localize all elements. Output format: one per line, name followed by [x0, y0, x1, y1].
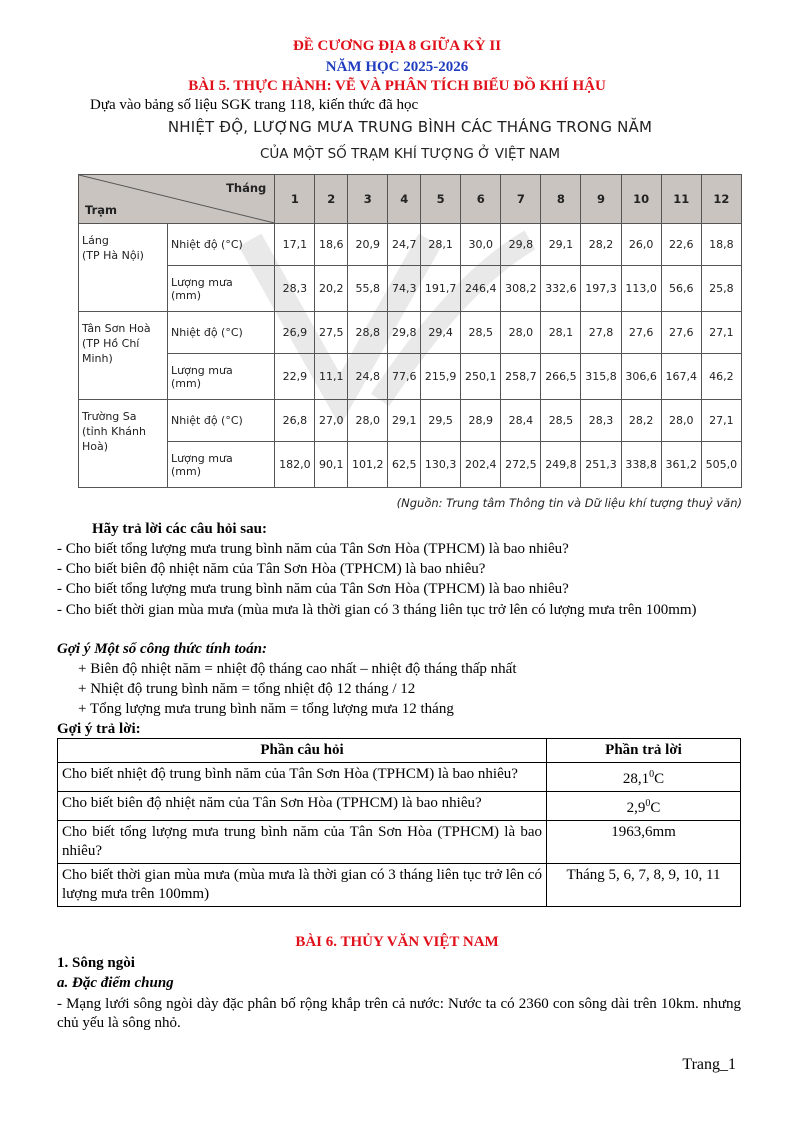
temperature-value: 24,7 — [388, 224, 421, 266]
rainfall-value: 74,3 — [388, 266, 421, 312]
question-item-1: - Cho biết tổng lượng mưa trung bình năm của Tân Sơn Hòa (TPHCM) là bao nhiêu? — [57, 541, 569, 557]
month-header: 9 — [581, 175, 621, 224]
temperature-value: 28,4 — [501, 400, 541, 442]
rainfall-value: 62,5 — [388, 442, 421, 488]
temperature-value: 27,0 — [315, 400, 348, 442]
corner-cell — [79, 175, 275, 224]
temperature-value: 18,8 — [701, 224, 741, 266]
intro-text: Dựa vào bảng số liệu SGK trang 118, kiến thức đã học — [90, 97, 419, 113]
rainfall-value: 197,3 — [581, 266, 621, 312]
table-row — [58, 792, 741, 821]
answer-question-1: Cho biết nhiệt độ trung bình năm của Tân Sơn Hòa (TPHCM) là bao nhiêu? — [58, 763, 547, 792]
temperature-value: 28,1 — [421, 224, 461, 266]
temperature-value: 28,8 — [348, 312, 388, 354]
answer-value-4: Tháng 5, 6, 7, 8, 9, 10, 11 — [547, 864, 741, 907]
temperature-value: 27,6 — [621, 312, 661, 354]
month-header: 1 — [275, 175, 315, 224]
rainfall-value: 251,3 — [581, 442, 621, 488]
rainfall-value: 258,7 — [501, 354, 541, 400]
temperature-label: Nhiệt độ (°C) — [168, 312, 275, 354]
rainfall-value: 11,1 — [315, 354, 348, 400]
lesson-6-title: BÀI 6. THỦY VĂN VIỆT NAM — [295, 934, 499, 950]
month-header: 6 — [461, 175, 501, 224]
table-row — [79, 354, 742, 400]
temperature-value: 30,0 — [461, 224, 501, 266]
temperature-value: 26,9 — [275, 312, 315, 354]
month-header: 3 — [348, 175, 388, 224]
rainfall-value: 113,0 — [621, 266, 661, 312]
rainfall-value: 338,8 — [621, 442, 661, 488]
rainfall-value: 28,3 — [275, 266, 315, 312]
question-item-3: - Cho biết tổng lượng mưa trung bình năm của Tân Sơn Hòa (TPHCM) là bao nhiêu? — [57, 581, 569, 597]
rainfall-value: 272,5 — [501, 442, 541, 488]
rainfall-value: 24,8 — [348, 354, 388, 400]
temperature-value: 28,2 — [621, 400, 661, 442]
temperature-value: 29,8 — [388, 312, 421, 354]
rainfall-label: Lượng mưa (mm) — [168, 354, 275, 400]
rainfall-value: 249,8 — [541, 442, 581, 488]
table-row — [58, 763, 741, 792]
temperature-value: 26,8 — [275, 400, 315, 442]
rainfall-value: 22,9 — [275, 354, 315, 400]
rainfall-value: 167,4 — [661, 354, 701, 400]
temperature-value: 27,1 — [701, 400, 741, 442]
temperature-value: 29,1 — [541, 224, 581, 266]
temperature-value: 29,4 — [421, 312, 461, 354]
school-year: NĂM HỌC 2025-2026 — [325, 59, 469, 75]
lesson-5-title: BÀI 5. THỰC HÀNH: VẼ VÀ PHÂN TÍCH BIỂU ĐỒ KHÍ HẬU — [188, 78, 606, 94]
temperature-label: Nhiệt độ (°C) — [168, 400, 275, 442]
answer-value-3: 1963,6mm — [547, 821, 741, 864]
temperature-value: 20,9 — [348, 224, 388, 266]
temperature-value: 28,3 — [581, 400, 621, 442]
rainfall-value: 77,6 — [388, 354, 421, 400]
rainfall-value: 505,0 — [701, 442, 741, 488]
month-header: 2 — [315, 175, 348, 224]
month-header: 12 — [701, 175, 741, 224]
temperature-value: 27,1 — [701, 312, 741, 354]
table-row — [79, 266, 742, 312]
document-title: ĐỀ CƯƠNG ĐỊA 8 GIỮA KỲ II — [292, 38, 502, 54]
rainfall-value: 250,1 — [461, 354, 501, 400]
answers-heading: Gợi ý trả lời: — [57, 721, 141, 737]
temperature-value: 22,6 — [661, 224, 701, 266]
rainfall-value: 306,6 — [621, 354, 661, 400]
temperature-value: 28,2 — [581, 224, 621, 266]
answer-question-2: Cho biết biên độ nhiệt năm của Tân Sơn Hòa (TPHCM) là bao nhiêu? — [58, 792, 547, 821]
figure-title-line-1: NHIỆT ĐỘ, LƯỢNG MƯA TRUNG BÌNH CÁC THÁNG TRONG NĂM — [167, 118, 653, 136]
rainfall-value: 332,6 — [541, 266, 581, 312]
rainfall-value: 46,2 — [701, 354, 741, 400]
rainfall-value: 266,5 — [541, 354, 581, 400]
corner-month-label: Tháng — [226, 181, 267, 195]
table-row — [58, 864, 741, 907]
table-header-row — [79, 175, 742, 224]
temperature-value: 27,8 — [581, 312, 621, 354]
temperature-value: 27,6 — [661, 312, 701, 354]
question-item-2: - Cho biết biên độ nhiệt năm của Tân Sơn Hòa (TPHCM) là bao nhiêu? — [57, 561, 486, 577]
rainfall-value: 361,2 — [661, 442, 701, 488]
rainfall-label: Lượng mưa (mm) — [168, 442, 275, 488]
temperature-value: 28,0 — [348, 400, 388, 442]
formula-item-3: + Tổng lượng mưa trung bình năm = tổng lượng mưa 12 tháng — [78, 701, 454, 717]
rainfall-value: 90,1 — [315, 442, 348, 488]
table-row — [79, 400, 742, 442]
temperature-label: Nhiệt độ (°C) — [168, 224, 275, 266]
table-row — [58, 821, 741, 864]
temperature-value: 27,5 — [315, 312, 348, 354]
table-row — [79, 224, 742, 266]
rainfall-value: 101,2 — [348, 442, 388, 488]
questions-heading: Hãy trả lời các câu hỏi sau: — [92, 521, 267, 537]
table-row — [79, 312, 742, 354]
answers-header-row — [58, 739, 741, 763]
answers-col-answer: Phần trả lời — [547, 739, 741, 763]
rainfall-value: 56,6 — [661, 266, 701, 312]
rainfall-value: 308,2 — [501, 266, 541, 312]
rainfall-label: Lượng mưa (mm) — [168, 266, 275, 312]
temperature-value: 29,8 — [501, 224, 541, 266]
answer-question-4: Cho biết thời gian mùa mưa (mùa mưa là thời gian có 3 tháng liên tục trở lên có lượng mưa trên 100mm) — [58, 864, 547, 907]
question-item-4: - Cho biết thời gian mùa mưa (mùa mưa là thời gian có 3 tháng liên tục trở lên có lượng mưa trên 100mm) — [57, 602, 697, 618]
rainfall-value: 55,8 — [348, 266, 388, 312]
temperature-value: 28,9 — [461, 400, 501, 442]
climate-data-table — [78, 174, 742, 488]
answer-value-2: $2,9^0C$ — [547, 792, 741, 821]
answer-question-3: Cho biết tổng lượng mưa trung bình năm của Tân Sơn Hòa (TPHCM) là bao nhiêu? — [58, 821, 547, 864]
temperature-value: 28,5 — [541, 400, 581, 442]
month-header: 11 — [661, 175, 701, 224]
rainfall-value: 25,8 — [701, 266, 741, 312]
temperature-value: 29,5 — [421, 400, 461, 442]
month-header: 5 — [421, 175, 461, 224]
month-header: 7 — [501, 175, 541, 224]
page-number: Trang_1 — [682, 1056, 736, 1073]
month-header: 8 — [541, 175, 581, 224]
subsection-heading: a. Đặc điểm chung — [57, 975, 174, 991]
station-name: Tân Sơn Hoà (TP Hồ Chí Minh) — [79, 312, 168, 400]
station-name: Trường Sa (tỉnh Khánh Hoà) — [79, 400, 168, 488]
figure-title-line-2: CỦA MỘT SỐ TRẠM KHÍ TƯỢNG Ở VIỆT NAM — [259, 146, 561, 162]
formula-item-2: + Nhiệt độ trung bình năm = tổng nhiệt độ 12 tháng / 12 — [78, 681, 416, 697]
rainfall-value: 130,3 — [421, 442, 461, 488]
month-header: 10 — [621, 175, 661, 224]
formula-item-1: + Biên độ nhiệt năm = nhiệt độ tháng cao nhất – nhiệt độ tháng thấp nhất — [78, 661, 517, 677]
figure-header — [78, 118, 742, 162]
answer-value-1: 28,1$^0$C — [547, 763, 741, 792]
temperature-value: 28,5 — [461, 312, 501, 354]
formulas-heading: Gợi ý Một số công thức tính toán: — [57, 641, 267, 657]
temperature-value: 17,1 — [275, 224, 315, 266]
temperature-value: 28,0 — [661, 400, 701, 442]
temperature-value: 28,1 — [541, 312, 581, 354]
answers-col-question: Phần câu hỏi — [58, 739, 547, 763]
station-name: Láng (TP Hà Nội) — [79, 224, 168, 312]
rainfall-value: 182,0 — [275, 442, 315, 488]
rainfall-value: 315,8 — [581, 354, 621, 400]
month-header: 4 — [388, 175, 421, 224]
temperature-value: 26,0 — [621, 224, 661, 266]
lesson-6-paragraph: - Mạng lưới sông ngòi dày đặc phân bố rộng khắp trên cả nước: Nước ta có 2360 con sông dài trên 10km. nhưng chủ yếu là sông nhỏ. — [57, 996, 741, 1031]
temperature-value: 28,0 — [501, 312, 541, 354]
rainfall-value: 191,7 — [421, 266, 461, 312]
temperature-value: 18,6 — [315, 224, 348, 266]
table-row — [79, 442, 742, 488]
table-source: (Nguồn: Trung tâm Thông tin và Dữ liệu khí tượng thuỷ văn) — [396, 496, 742, 510]
section-heading: 1. Sông ngòi — [57, 955, 135, 971]
rainfall-value: 202,4 — [461, 442, 501, 488]
rainfall-value: 215,9 — [421, 354, 461, 400]
rainfall-value: 20,2 — [315, 266, 348, 312]
corner-station-label: Trạm — [85, 203, 117, 217]
rainfall-value: 246,4 — [461, 266, 501, 312]
answers-table — [57, 738, 741, 907]
temperature-value: 29,1 — [388, 400, 421, 442]
